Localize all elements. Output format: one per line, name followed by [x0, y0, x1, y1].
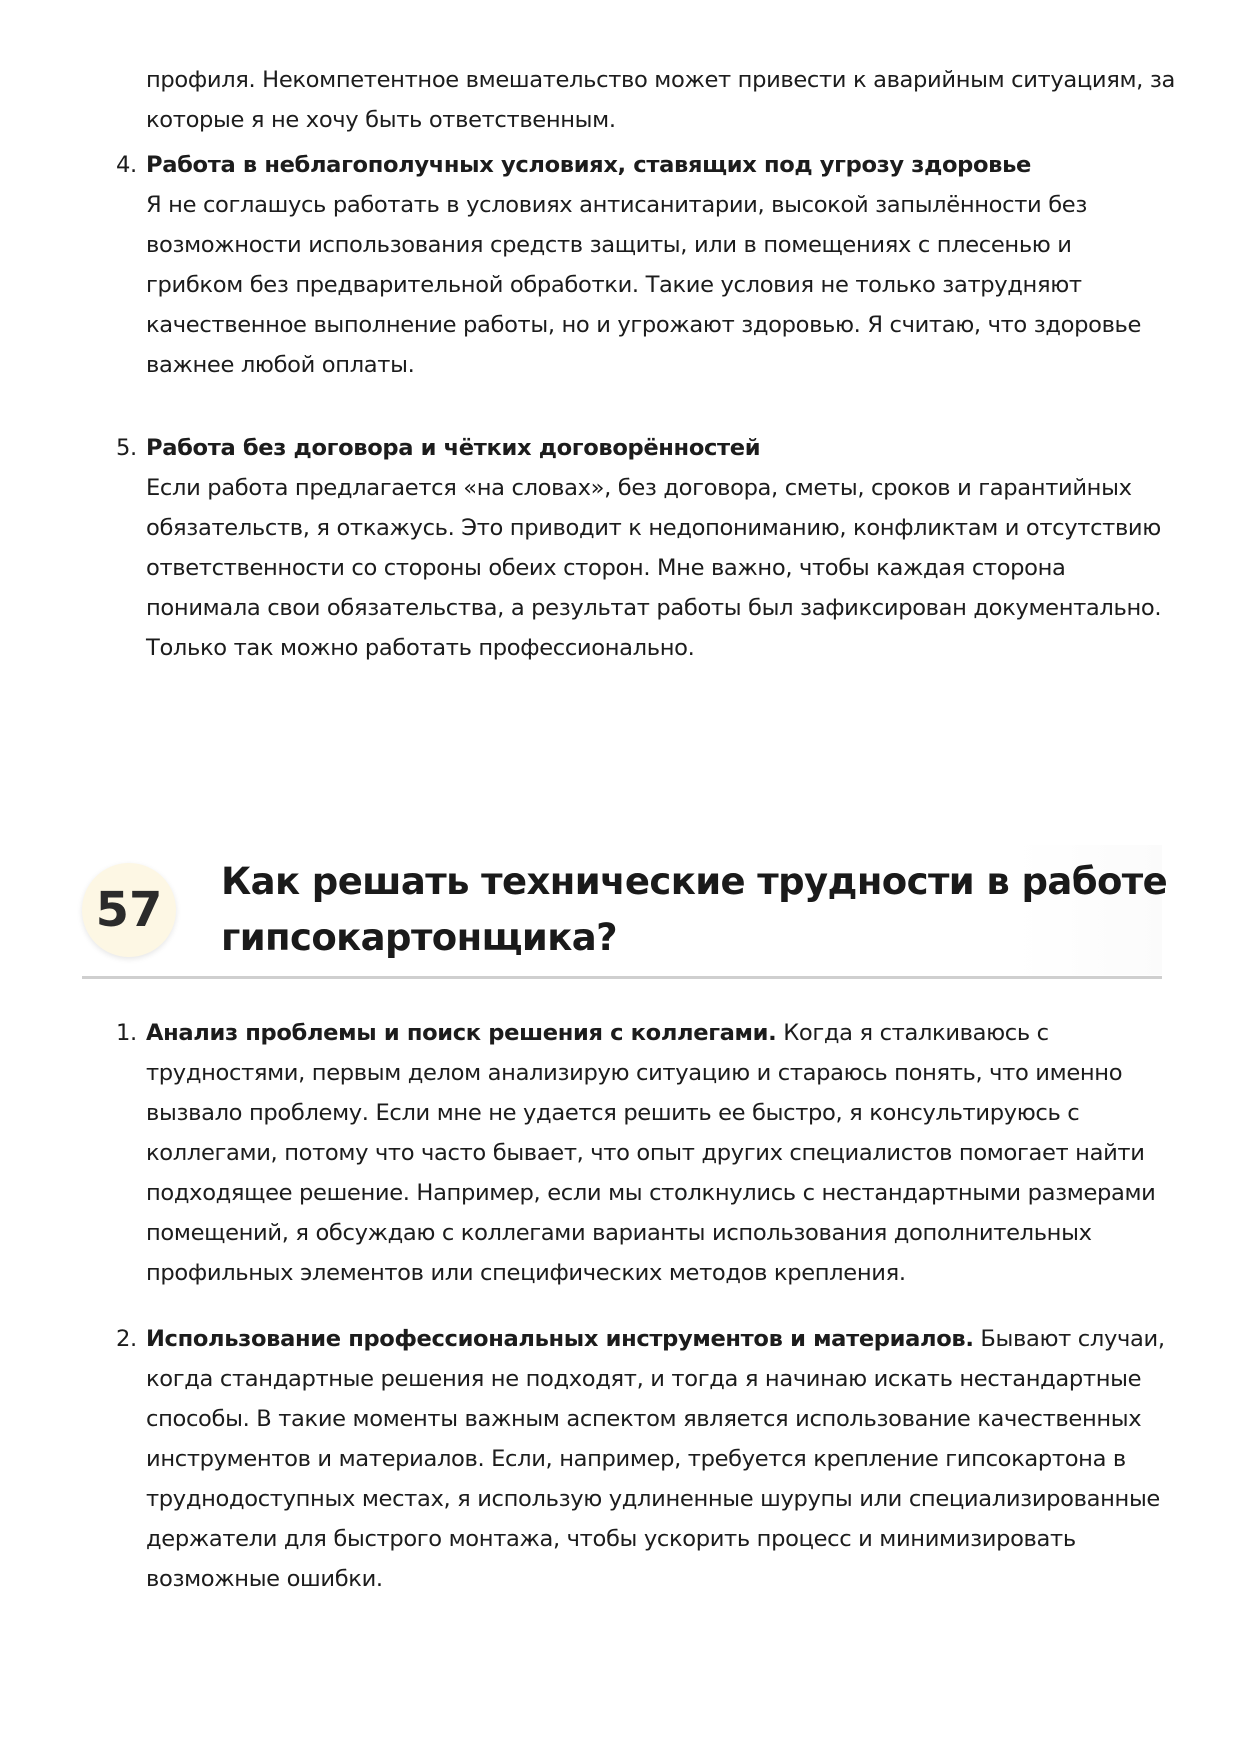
list-item-title: Использование профессиональных инструментов и материалов.: [146, 1326, 974, 1352]
list-item-line: Только так можно работать профессионально.: [146, 635, 695, 661]
list-item-title: Работа без договора и чётких договорённостей: [146, 435, 761, 461]
list-item-line: помещений, я обсуждаю с коллегами варианты использования дополнительных: [146, 1220, 1092, 1246]
intro-line: которые я не хочу быть ответственным.: [146, 107, 616, 133]
list-item-line: держатели для быстрого монтажа, чтобы ускорить процесс и минимизировать: [146, 1526, 1076, 1552]
section-number-badge: 57: [82, 863, 176, 957]
list-item-number: 2.: [116, 1326, 137, 1352]
list-item-title: Работа в неблагополучных условиях, ставящих под угрозу здоровье: [146, 152, 1031, 178]
list-item-line: профильных элементов или специфических методов крепления.: [146, 1260, 906, 1286]
list-item-line: подходящее решение. Например, если мы столкнулись с нестандартными размерами: [146, 1180, 1156, 1206]
section-title-line: Как решать технические трудности в работе: [221, 860, 1168, 903]
list-item-line: ответственности со стороны обеих сторон. Мне важно, чтобы каждая сторона: [146, 555, 1066, 581]
list-item-first-line: [146, 1319, 1165, 1359]
list-item-line: Если работа предлагается «на словах», без договора, сметы, сроков и гарантийных: [146, 475, 1132, 501]
list-item-title: Анализ проблемы и поиск решения с коллегами.: [146, 1020, 777, 1046]
list-item-line: качественное выполнение работы, но и угрожают здоровью. Я считаю, что здоровье: [146, 312, 1142, 338]
list-item-line: Я не соглашусь работать в условиях антисанитарии, высокой запылённости без: [146, 192, 1087, 218]
list-item-number: 4.: [116, 152, 137, 178]
section-divider: [82, 976, 1162, 979]
list-item-line: понимала свои обязательства, а результат работы был зафиксирован документально.: [146, 595, 1162, 621]
list-item-line: грибком без предварительной обработки. Такие условия не только затрудняют: [146, 272, 1082, 298]
section-title: [221, 845, 1168, 966]
intro-line: профиля. Некомпетентное вмешательство может привести к аварийным ситуациям, за: [146, 67, 1176, 93]
intro-paragraph: [146, 60, 1176, 140]
list-item: [116, 145, 1156, 385]
list-item-line: возможные ошибки.: [146, 1566, 383, 1592]
section-header: [82, 845, 1168, 975]
list-item: [116, 1013, 1156, 1293]
list-item-line: вызвало проблему. Если мне не удается решить ее быстро, я консультируюсь с: [146, 1100, 1080, 1126]
list-item-line: возможности использования средств защиты, или в помещениях с плесенью и: [146, 232, 1072, 258]
list-item-number: 5.: [116, 435, 137, 461]
list-item-title-continuation: Когда я сталкиваюсь с: [776, 1020, 1049, 1046]
list-item: [116, 428, 1162, 668]
list-item-line: когда стандартные решения не подходят, и тогда я начинаю искать нестандартные: [146, 1366, 1142, 1392]
list-item-line: трудностями, первым делом анализирую ситуацию и стараюсь понять, что именно: [146, 1060, 1123, 1086]
list-item-first-line: [146, 1013, 1156, 1053]
list-item: [116, 1319, 1165, 1599]
section-title-line: гипсокартонщика?: [221, 916, 617, 959]
list-item-line: важнее любой оплаты.: [146, 352, 415, 378]
list-item-line: способы. В такие моменты важным аспектом является использование качественных: [146, 1406, 1142, 1432]
list-item-title-continuation: Бывают случаи,: [973, 1326, 1165, 1352]
list-item-line: труднодоступных местах, я использую удлиненные шурупы или специализированные: [146, 1486, 1160, 1512]
list-item-line: коллегами, потому что часто бывает, что опыт других специалистов помогает найти: [146, 1140, 1145, 1166]
list-item-line: обязательств, я откажусь. Это приводит к недопониманию, конфликтам и отсутствию: [146, 515, 1161, 541]
list-item-number: 1.: [116, 1020, 137, 1046]
list-item-line: инструментов и материалов. Если, например, требуется крепление гипсокартона в: [146, 1446, 1126, 1472]
